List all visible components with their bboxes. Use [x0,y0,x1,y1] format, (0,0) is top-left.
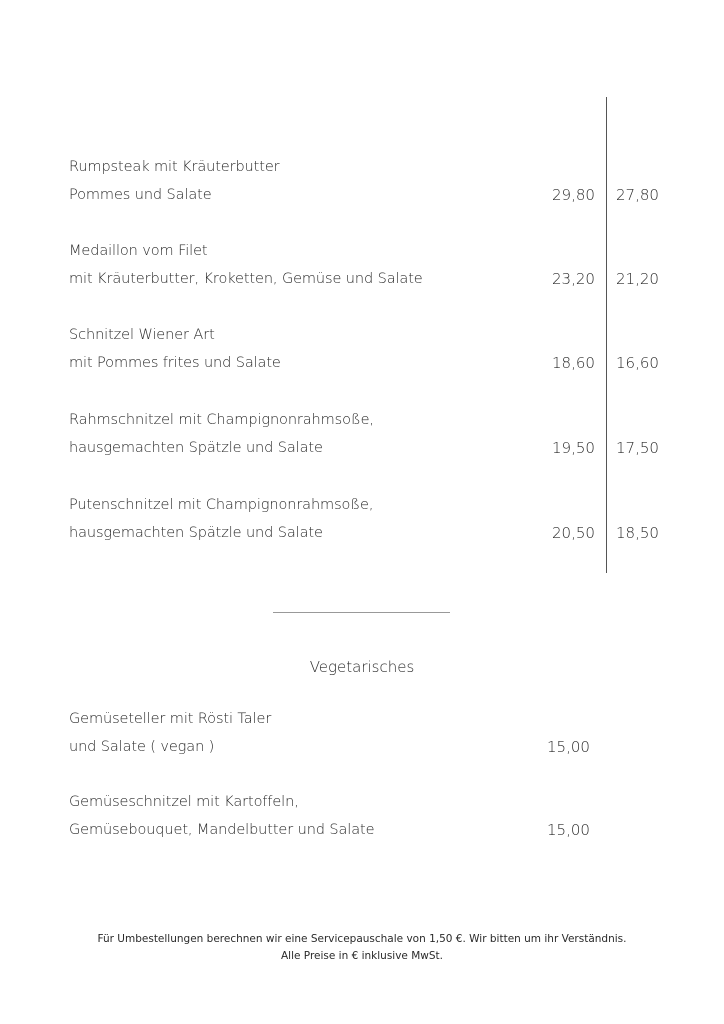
footer-vat-note: Alle Preise in € inklusive MwSt. [280,950,443,962]
dish-description: mit Kräuterbutter, Kroketten, Gemüse und Salate [69,271,423,287]
price-vegetarian: 15,00 [547,821,590,839]
section-title-vegetarian: Vegetarisches [309,658,415,676]
price-regular: 18,60 [552,354,595,372]
dish-title: Rumpsteak mit Kräuterbutter [69,159,280,175]
price-reduced: 21,20 [616,270,659,288]
price-vegetarian: 15,00 [547,738,590,756]
section-separator [273,612,450,613]
footer-service-fee: Für Umbestellungen berechnen wir eine Servicepauschale von 1,50 €. Wir bitten um ihr Verständnis. [97,933,627,945]
dish-description: Gemüsebouquet, Mandelbutter und Salate [69,822,375,838]
dish-title: Rahmschnitzel mit Champignonrahmsoße, [69,412,374,428]
menu-item-rumpsteak [69,153,589,209]
dish-title: Schnitzel Wiener Art [69,327,215,343]
dish-description: hausgemachten Spätzle und Salate [69,440,323,456]
price-reduced: 18,50 [616,524,659,542]
menu-item-rahmschnitzel [69,406,589,462]
price-reduced: 17,50 [616,439,659,457]
menu-item-schnitzel-wiener-art [69,321,589,377]
dish-description: und Salate ( vegan ) [69,739,215,755]
dish-title: Gemüseteller mit Rösti Taler [69,711,272,727]
price-reduced: 27,80 [616,186,659,204]
price-reduced: 16,60 [616,354,659,372]
dish-title: Gemüseschnitzel mit Kartoffeln, [69,794,299,810]
dish-title: Medaillon vom Filet [69,243,208,259]
menu-item-medaillon [69,237,589,293]
price-regular: 23,20 [552,270,595,288]
price-regular: 29,80 [552,186,595,204]
price-column-divider [606,97,607,573]
price-regular: 20,50 [552,524,595,542]
dish-description: Pommes und Salate [69,187,212,203]
price-regular: 19,50 [552,439,595,457]
footer-note [0,931,724,965]
dish-description: hausgemachten Spätzle und Salate [69,525,323,541]
dish-description: mit Pommes frites und Salate [69,355,281,371]
dish-title: Putenschnitzel mit Champignonrahmsoße, [69,497,374,513]
menu-item-gemueseteller [69,705,589,761]
menu-item-gemueseschnitzel [69,788,589,844]
menu-item-putenschnitzel [69,491,589,547]
